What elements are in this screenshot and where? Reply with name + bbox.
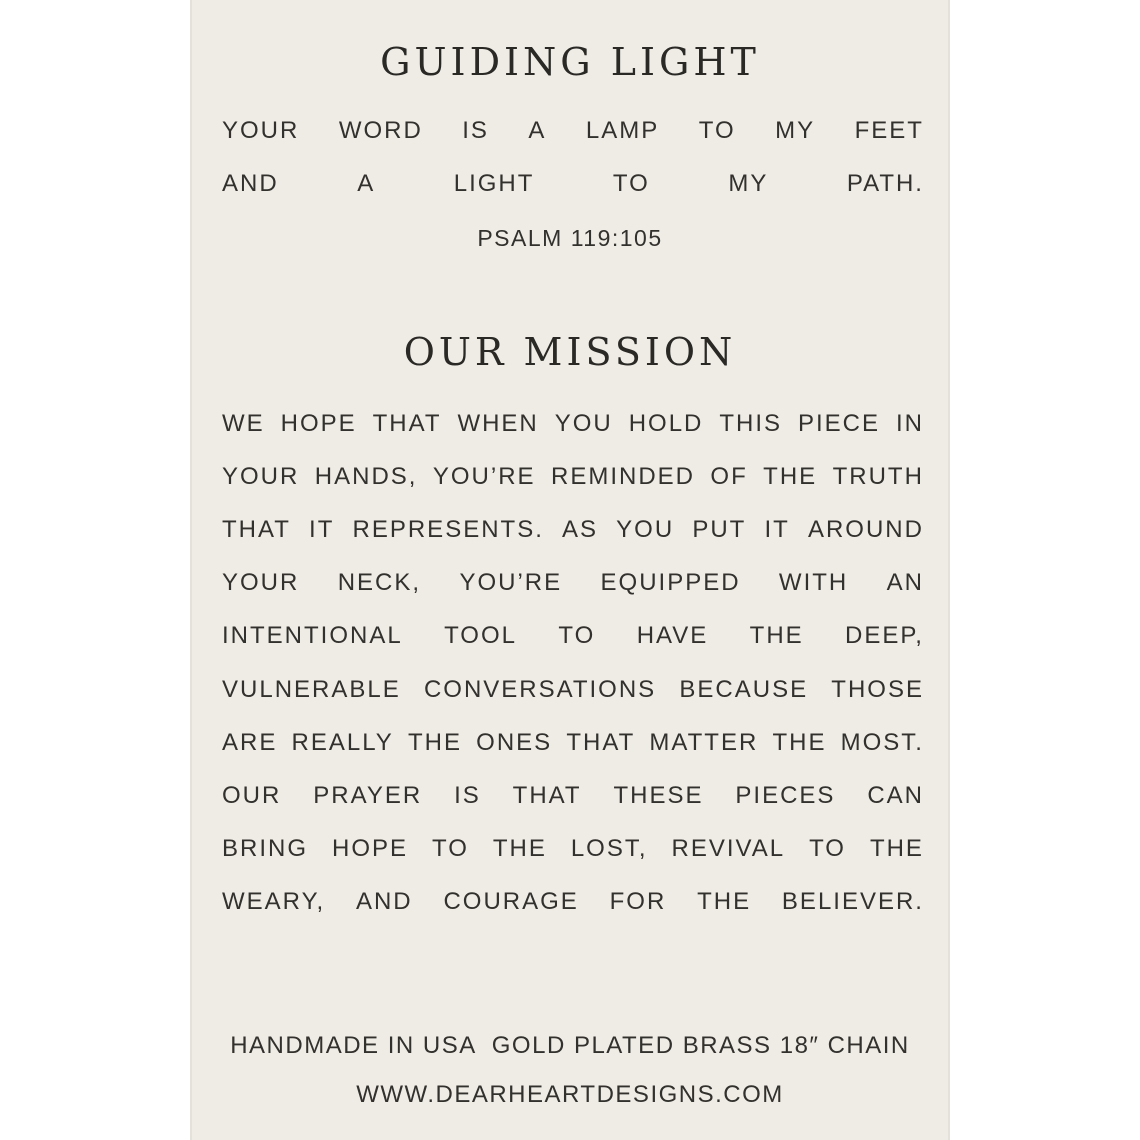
info-card [190,0,950,1140]
word: THE [869,834,924,862]
word: COURAGE [443,887,579,915]
word: DEEP, [845,622,924,650]
text-line [222,887,924,917]
website-link[interactable]: WWW.DEARHEARTDESIGNS.COM [356,1081,784,1108]
word: LOST, [570,834,648,862]
word: TRUTH [832,463,924,491]
word: AROUND [807,516,924,544]
word: HOLD [628,410,704,437]
word: HAVE [636,622,709,650]
word: WE [222,410,265,437]
word: REVIVAL [671,834,786,862]
word: PIECES [735,781,836,809]
word: TO [431,834,469,862]
word: WHEN [457,410,539,437]
word: YOU’RE [432,463,536,491]
text-line [222,781,924,811]
text-line [222,621,924,651]
word: HOPE [331,834,408,862]
word: YOUR [222,463,300,491]
word: LIGHT [453,170,535,197]
word: IS [454,781,481,809]
word: FEET [854,117,924,144]
word: THE [763,463,818,491]
text-line [222,169,924,199]
our-mission-title: OUR MISSION [403,330,737,374]
text-line [222,462,924,492]
word: THAT [222,516,291,544]
word: PUT [692,516,747,544]
word: VULNERABLE [222,675,401,703]
word: YOU’RE [459,569,563,597]
word: A [357,170,376,197]
word: THAT [512,781,582,809]
word: MOST. [840,728,924,756]
word: EQUIPPED [600,569,741,597]
word: YOU [616,516,675,544]
word: YOUR [222,117,300,144]
word: THE [697,887,752,915]
word: THE [749,622,804,650]
word: CAN [867,781,924,809]
text-line [222,116,924,146]
word: TO [698,117,736,144]
word: BRING [222,834,309,862]
text-line [222,834,924,864]
word: WEARY, [222,887,326,915]
word: AND [222,170,279,197]
word: THESE [613,781,704,809]
word: MY [728,170,769,197]
word: IS [462,117,489,144]
word: HANDS, [314,463,418,491]
word: TO [558,622,596,650]
text-line [222,728,924,758]
word: WORD [338,117,423,144]
word: THE [407,728,462,756]
text-line [222,515,924,545]
word: AND [355,887,413,915]
guiding-light-title: GUIDING LIGHT [380,40,760,84]
word: ARE [222,728,278,756]
word: PATH. [846,170,924,197]
word: YOUR [222,569,300,597]
word: AN [886,569,924,597]
word: FOR [609,887,667,915]
word: OUR [222,781,282,809]
word: INTENTIONAL [222,622,403,650]
text-line [222,675,924,705]
word: TO [809,834,846,862]
word: PRAYER [313,781,423,809]
word: WITH [778,569,849,597]
word: REPRESENTS. [352,516,544,544]
word: YOU [554,410,613,437]
word: AS [562,516,599,544]
word: THIS [719,410,782,437]
word: TO [612,170,650,197]
word: LAMP [585,117,660,144]
word: BELIEVER. [781,887,924,915]
word: THAT [566,728,636,756]
word: REALLY [291,728,394,756]
word: IT [764,516,790,544]
word: REMINDED [550,463,695,491]
word: OF [710,463,748,491]
product-details: HANDMADE IN USA GOLD PLATED BRASS 18″ CHAIN [230,1032,910,1059]
text-line [222,568,924,598]
word: PIECE [797,410,880,437]
word: THE [492,834,547,862]
word: THE [772,728,827,756]
word: THOSE [831,675,924,703]
word: CONVERSATIONS [423,675,657,703]
word: NECK, [337,569,422,597]
word: ONES [476,728,553,756]
word: HOPE [280,410,357,437]
word: IN [895,410,924,437]
word: BECAUSE [679,675,809,703]
word: TOOL [444,622,517,650]
word: A [528,117,547,144]
word: THAT [372,410,442,437]
word: MATTER [649,728,759,756]
verse-reference: PSALM 119:105 [477,225,663,251]
text-line [222,409,924,439]
word: MY [775,117,816,144]
word: IT [309,516,335,544]
